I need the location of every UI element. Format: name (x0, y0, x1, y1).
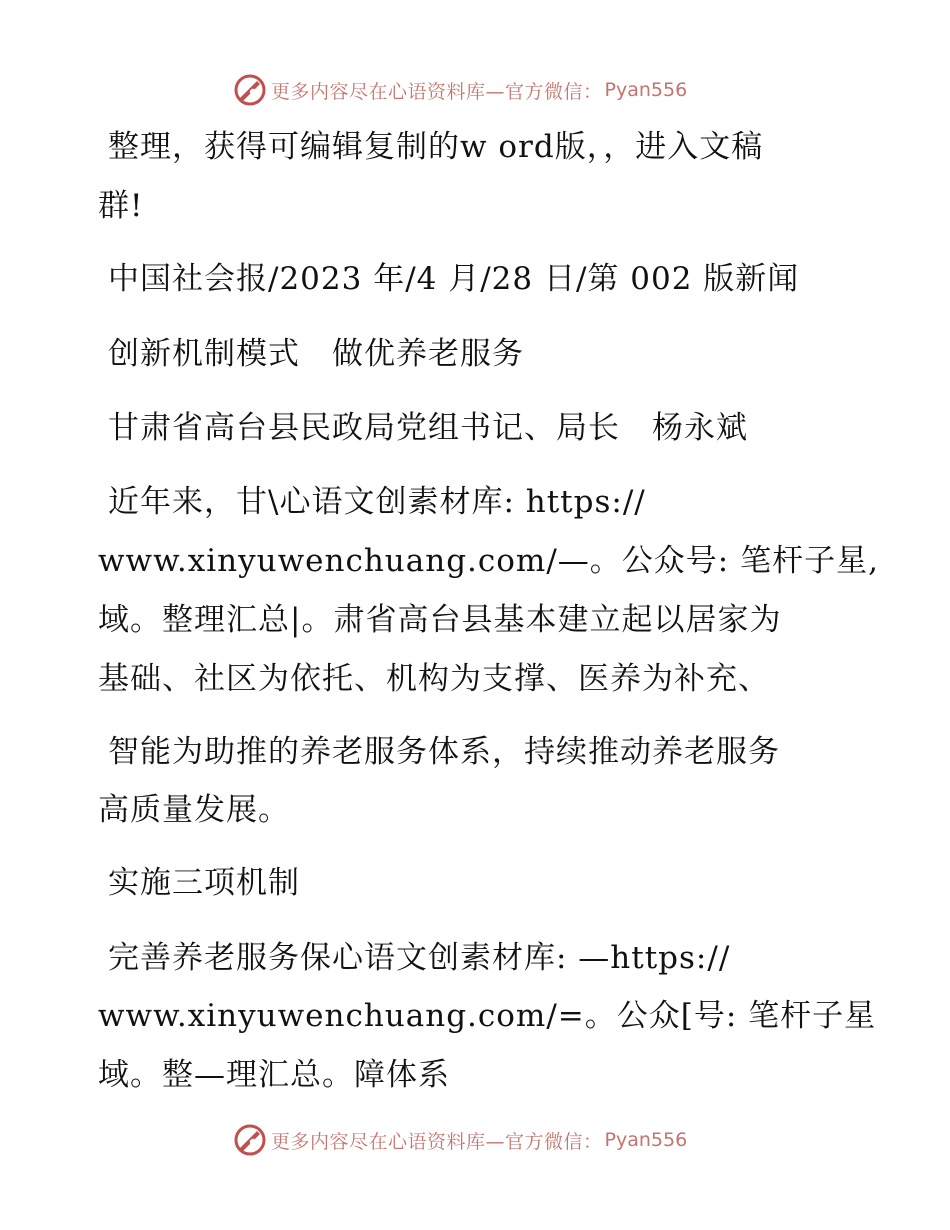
text-line: 群! (98, 188, 144, 224)
footer-watermark (233, 1122, 687, 1158)
article-source-line: 中国社会报/2023 年/4 月/28 日/第 002 版新闻 (108, 261, 800, 297)
text-line: 高质量发展。 (98, 792, 290, 828)
text-line: www.xinyuwenchuang.com/=。公众[号: 笔杆子星 (98, 998, 877, 1034)
text-line: 完善养老服务保心语文创素材库: —https:// (108, 940, 731, 976)
article-author: 甘肃省高台县民政局党组书记、局长 杨永斌 (108, 410, 748, 446)
text-line: 基础、社区为依托、机构为支撑、医养为补充、 (98, 661, 770, 697)
text-line: 智能为助推的养老服务体系，持续推动养老服务 (108, 734, 780, 770)
watermark-text: 更多内容尽在心语资料库—官方微信： (271, 80, 603, 103)
watermark-text: 更多内容尽在心语资料库—官方微信： (271, 1130, 603, 1153)
text-line: 域。整—理汇总。障体系 (98, 1057, 450, 1093)
header-watermark (233, 72, 687, 108)
article-title: 创新机制模式 做优养老服务 (108, 336, 524, 372)
text-line: www.xinyuwenchuang.com/—。公众号: 笔杆子星, (98, 543, 879, 579)
text-line: 整理，获得可编辑复制的w ord版，，进入文稿 (108, 129, 764, 165)
pen-logo-icon (233, 1123, 267, 1157)
text-line: 域。整理汇总|。肃省高台县基本建立起以居家为 (98, 602, 782, 638)
text-line: 近年来，甘\心语文创素材库: https:// (108, 484, 646, 520)
watermark-wechat-id: Pyan556 (604, 1129, 688, 1151)
section-heading: 实施三项机制 (108, 865, 300, 901)
watermark-wechat-id: Pyan556 (604, 79, 688, 101)
pen-logo-icon (233, 73, 267, 107)
